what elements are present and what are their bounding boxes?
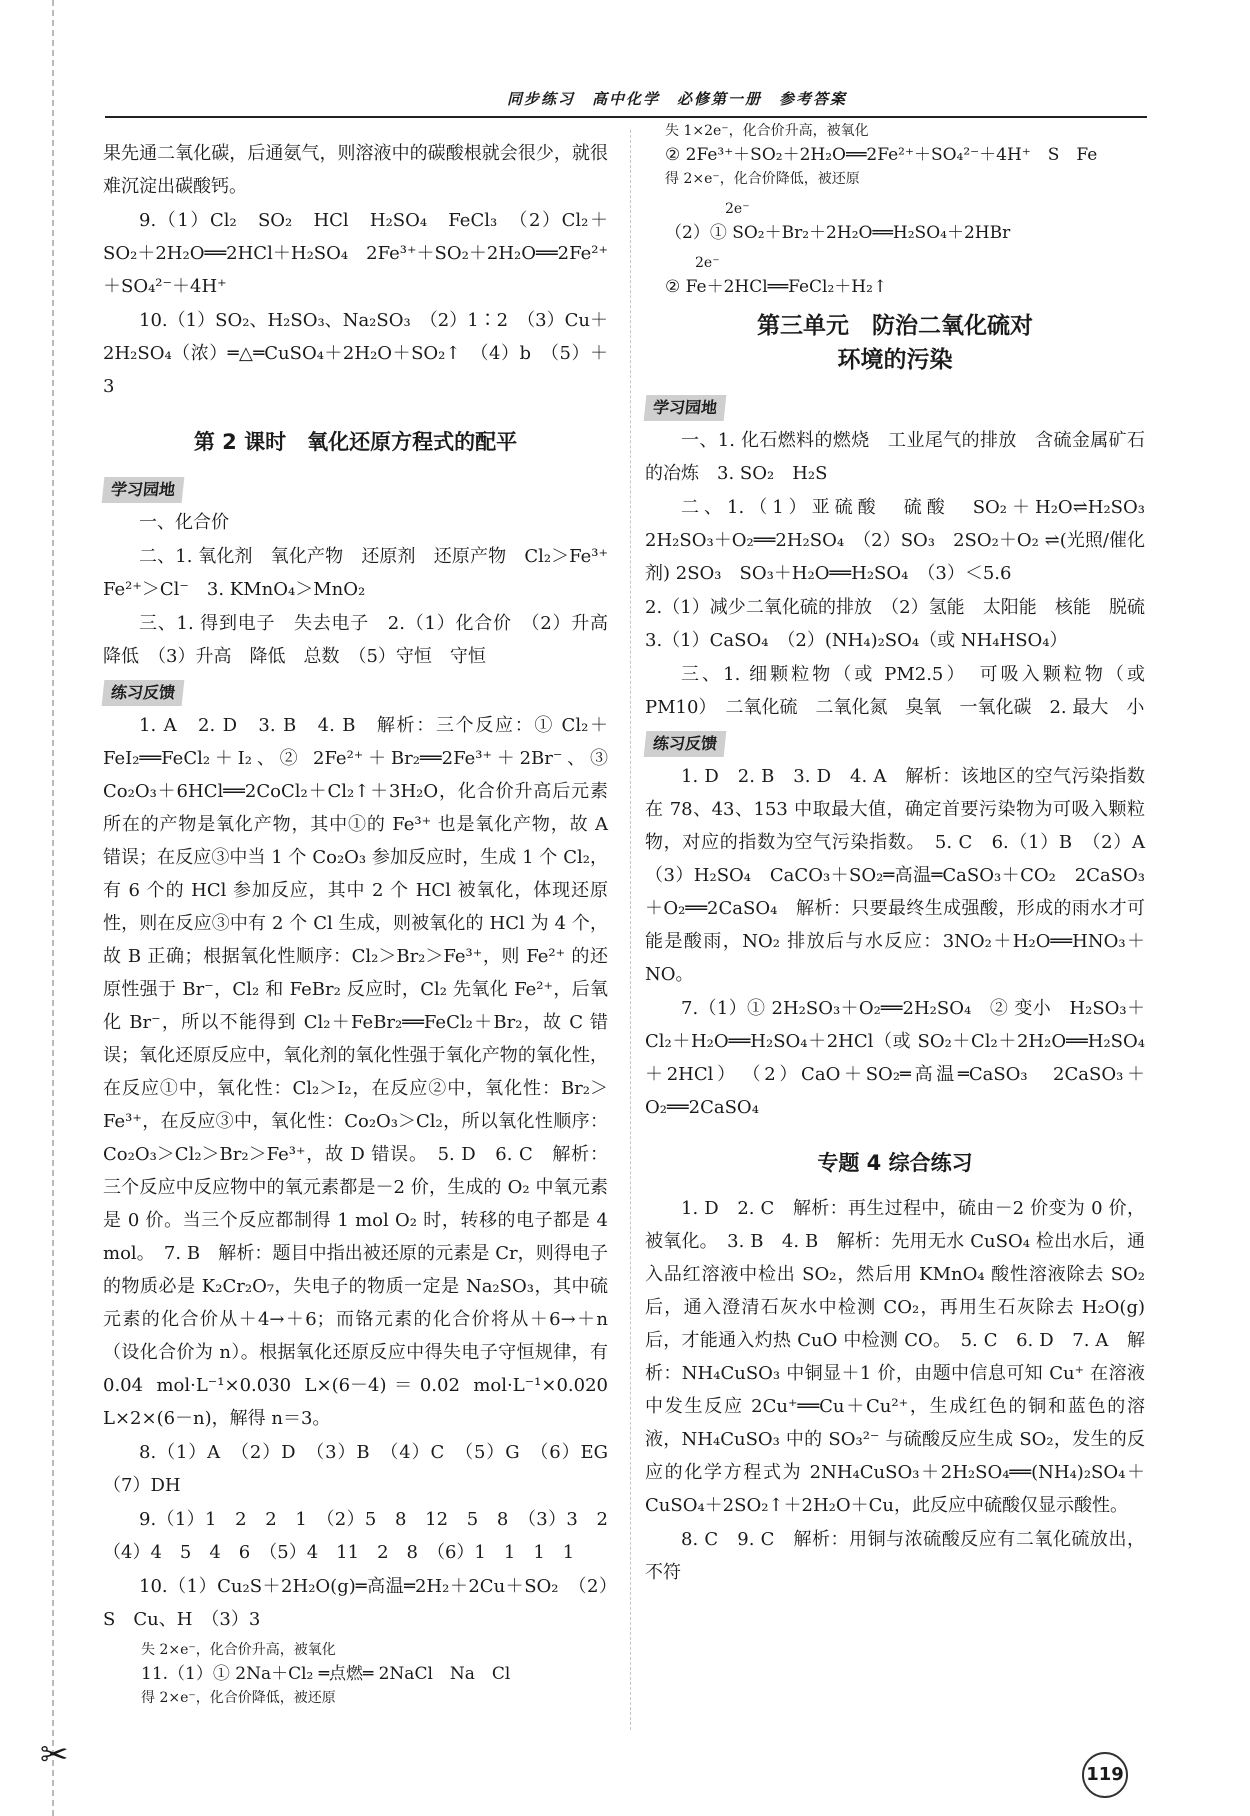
electron-transfer-diagram bbox=[665, 251, 1145, 299]
right-column bbox=[645, 123, 1163, 1590]
answer-8: 8. C 9. C 解析：用铜与浓硫酸反应有二氧化硫放出，不符 bbox=[645, 1529, 1145, 1583]
paragraph: 果先通二氧化碳，后通氨气，则溶液中的碳酸根就会很少，就很难沉淀出碳酸钙。 bbox=[103, 143, 608, 197]
study-item: 二、1.（1）亚硫酸 硫酸 SO₂＋H₂O⇌H₂SO₃ 2H₂SO₃＋O₂══2H₂SO₄ （2）SO₃ 2SO₂＋O₂ ⇌(光照/催化剂) 2SO₃ SO₃＋H₂O══H₂SO₄ （3）＜5.6 bbox=[645, 497, 1163, 584]
answer-block: 1. D 2. C 解析：再生过程中，硫由－2 价变为 0 价，被氧化。 3. B 4. B 解析：先用无水 CuSO₄ 检出水后，通入品红溶液中检出 SO₂，然后用 KMnO₄ 酸性溶液除去 SO₂ 后，通入澄清石灰水中检测 CO₂，再用生石灰除去 H₂O(g) 后，才能通入灼热 CuO 中检测 CO。 5. C 6. D 7. A 解析：NH₄CuSO₃ 中铜显＋1 价，由题中信息可知 Cu⁺ 在溶液中发生反应 2Cu⁺══Cu＋Cu²⁺，生成红色的铜和蓝色的溶液，NH₄CuSO₃ 中的 SO₃²⁻ 与硫酸反应生成 SO₂，发生的反应的化学方程式为 2NH₄CuSO₃＋2H₂SO₄══(NH₄)₂SO₄＋CuSO₄＋2SO₂↑＋2H₂O＋Cu，此反应中硫酸仅显示酸性。 bbox=[645, 1198, 1145, 1516]
answer-9: 9.（1）Cl₂ SO₂ HCl H₂SO₄ FeCl₃ （2）Cl₂＋SO₂＋2H₂O══2HCl＋H₂SO₄ 2Fe³⁺＋SO₂＋2H₂O══2Fe²⁺＋SO₄²⁻＋4H⁺ bbox=[103, 210, 608, 297]
answer-10b: 10.（1）Cu₂S＋2H₂O(g)═高温═2H₂＋2Cu＋SO₂ （2）S Cu、H （3）3 bbox=[103, 1576, 608, 1630]
study-item: 一、1. 化石燃料的燃烧 工业尾气的排放 含硫金属矿石的冶炼 3. SO₂ H₂S bbox=[645, 430, 1145, 484]
diagram-equation: （2）① SO₂＋Br₂＋2H₂O══H₂SO₄＋2HBr bbox=[665, 223, 1011, 243]
answer-7: 7.（1）① 2H₂SO₃＋O₂══2H₂SO₄ ② 变小 H₂SO₃＋Cl₂＋H₂O══H₂SO₄＋2HCl（或 SO₂＋Cl₂＋2H₂O══H₂SO₄＋2HCl） （2）CaO＋SO₂═高温═CaSO₃ 2CaSO₃＋O₂══2CaSO₄ bbox=[645, 998, 1145, 1118]
section-tag: 练习反馈 bbox=[644, 731, 727, 757]
study-item: 二、1. 氧化剂 氧化产物 还原剂 还原产物 Cl₂＞Fe³⁺ Fe²⁺＞Cl⁻ 3. KMnO₄＞MnO₂ bbox=[103, 546, 626, 600]
section-tag: 练习反馈 bbox=[102, 680, 185, 706]
page-number: 119 bbox=[1082, 1752, 1128, 1798]
section-tag: 学习园地 bbox=[102, 477, 185, 503]
column-divider bbox=[630, 130, 631, 1730]
page-header bbox=[105, 88, 1147, 118]
electron-transfer-diagram bbox=[141, 1638, 608, 1710]
answer-9b: 9.（1）1 2 2 1 （2）5 8 12 5 8 （3）3 2 （4）4 5 4 6 （5）4 11 2 8 （6）1 1 1 1 bbox=[103, 1509, 626, 1563]
study-item: 一、化合价 bbox=[139, 512, 229, 533]
diagram-equation: 11.（1）① 2Na＋Cl₂ ═点燃═ 2NaCl Na Cl bbox=[141, 1664, 511, 1684]
study-item: 三、1. 得到电子 失去电子 2.（1）化合价 （2）升高 降低 （3）升高 降低 总数 （5）守恒 守恒 bbox=[103, 613, 626, 667]
header-title: 同步练习 高中化学 必修第一册 参考答案 bbox=[506, 90, 847, 108]
diagram-top-label: 2e⁻ bbox=[695, 255, 720, 271]
diagram-equation: ② 2Fe³⁺＋SO₂＋2H₂O══2Fe²⁺＋SO₄²⁻＋4H⁺ S Fe bbox=[665, 145, 1098, 165]
diagram-top-label: 2e⁻ bbox=[725, 201, 750, 217]
diagram-bottom-label: 得 2×e⁻，化合价降低，被还原 bbox=[141, 1690, 336, 1706]
electron-transfer-diagram bbox=[665, 119, 1145, 191]
left-column bbox=[103, 137, 626, 1716]
section-title: 第三单元 防治二氧化硫对 bbox=[757, 313, 1033, 339]
section-title: 环境的污染 bbox=[837, 347, 953, 373]
diagram-equation: ② Fe＋2HCl══FeCl₂＋H₂↑ bbox=[665, 277, 888, 297]
answer-8: 8.（1）A （2）D （3）B （4）C （5）G （6）EG （7）DH bbox=[103, 1442, 626, 1496]
diagram-top-label: 失 2×e⁻，化合价升高，被氧化 bbox=[141, 1642, 336, 1658]
electron-transfer-diagram bbox=[665, 197, 1145, 245]
diagram-top-label: 失 1×2e⁻，化合价升高，被氧化 bbox=[665, 123, 869, 139]
answer-10: 10.（1）SO₂、H₂SO₃、Na₂SO₃ （2）1∶2 （3）Cu＋2H₂SO₄（浓）═△═CuSO₄＋2H₂O＋SO₂↑ （4）b （5）＋3 bbox=[103, 310, 608, 397]
diagram-bottom-label: 得 2×e⁻，化合价降低，被还原 bbox=[665, 171, 860, 187]
section-title: 专题 4 综合练习 bbox=[817, 1151, 973, 1175]
study-item: 三、1. 细颗粒物（或 PM2.5） 可吸入颗粒物（或 PM10） 二氧化硫 二氧化氮 臭氧 一氧化碳 2. 最大 小 bbox=[645, 664, 1145, 718]
study-item: 2.（1）减少二氧化硫的排放 （2）氢能 太阳能 核能 脱硫 3.（1）CaSO₄ （2）(NH₄)₂SO₄（或 NH₄HSO₄） bbox=[645, 597, 1163, 651]
section-tag: 学习园地 bbox=[644, 395, 727, 421]
cut-line bbox=[52, 0, 54, 1816]
answer-block: 1. A 2. D 3. B 4. B 解析：三个反应：① Cl₂＋FeI₂══FeCl₂＋I₂、② 2Fe²⁺＋Br₂══2Fe³⁺＋2Br⁻、③ Co₂O₃＋6HCl══2CoCl₂＋Cl₂↑＋3H₂O，化合价升高后元素所在的产物是氧化产物，其中①的 Fe³⁺ 也是氧化产物，故 A 错误；在反应③中当 1 个 Co₂O₃ 参加反应时，生成 1 个 Cl₂，有 6 个的 HCl 参加反应，其中 2 个 HCl 被氧化，体现还原性，则在反应③中有 2 个 Cl 生成，则被氧化的 HCl 为 4 个，故 B 正确；根据氧化性顺序：Cl₂＞Br₂＞Fe³⁺，则 Fe²⁺ 的还原性强于 Br⁻，Cl₂ 和 FeBr₂ 反应时，Cl₂ 先氧化 Fe²⁺，后氧化 Br⁻，所以不能得到 Cl₂＋FeBr₂══FeCl₂＋Br₂，故 C 错误；氧化还原反应中，氧化剂的氧化性强于氧化产物的氧化性，在反应①中，氧化性：Cl₂＞I₂，在反应②中，氧化性：Br₂＞Fe³⁺，在反应③中，氧化性：Co₂O₃＞Cl₂，所以氧化性顺序：Co₂O₃＞Cl₂＞Br₂＞Fe³⁺，故 D 错误。 5. D 6. C 解析：三个反应中反应物中的氧元素都是－2 价，生成的 O₂ 中氧元素是 0 价。当三个反应都制得 1 mol O₂ 时，转移的电子都是 4 mol。 7. B 解析：题目中指出被还原的元素是 Cr，则得电子的物质必是 K₂Cr₂O₇，失电子的物质一定是 Na₂SO₃，其中硫元素的化合价从＋4→＋6；而铬元素的化合价将从＋6→＋n（设化合价为 n）。根据氧化还原反应中得失电子守恒规律，有 0.04 mol·L⁻¹×0.030 L×(6－4)＝0.02 mol·L⁻¹×0.020 L×2×(6－n)，解得 n＝3。 bbox=[103, 715, 608, 1429]
scissors-icon: ✂ bbox=[40, 1735, 69, 1775]
section-title: 第 2 课时 氧化还原方程式的配平 bbox=[193, 430, 518, 454]
answer-block: 1. D 2. B 3. D 4. A 解析：该地区的空气污染指数在 78、43、153 中取最大值，确定首要污染物为可吸入颗粒物，对应的指数为空气污染指数。 5. C 6.（1）B （2）A （3）H₂SO₄ CaCO₃＋SO₂═高温═CaSO₃＋CO₂ 2CaSO₃＋O₂══2CaSO₄ 解析：只要最终生成强酸，形成的雨水才可能是酸雨，NO₂ 排放后与水反应：3NO₂＋H₂O══HNO₃＋NO。 bbox=[645, 766, 1163, 985]
